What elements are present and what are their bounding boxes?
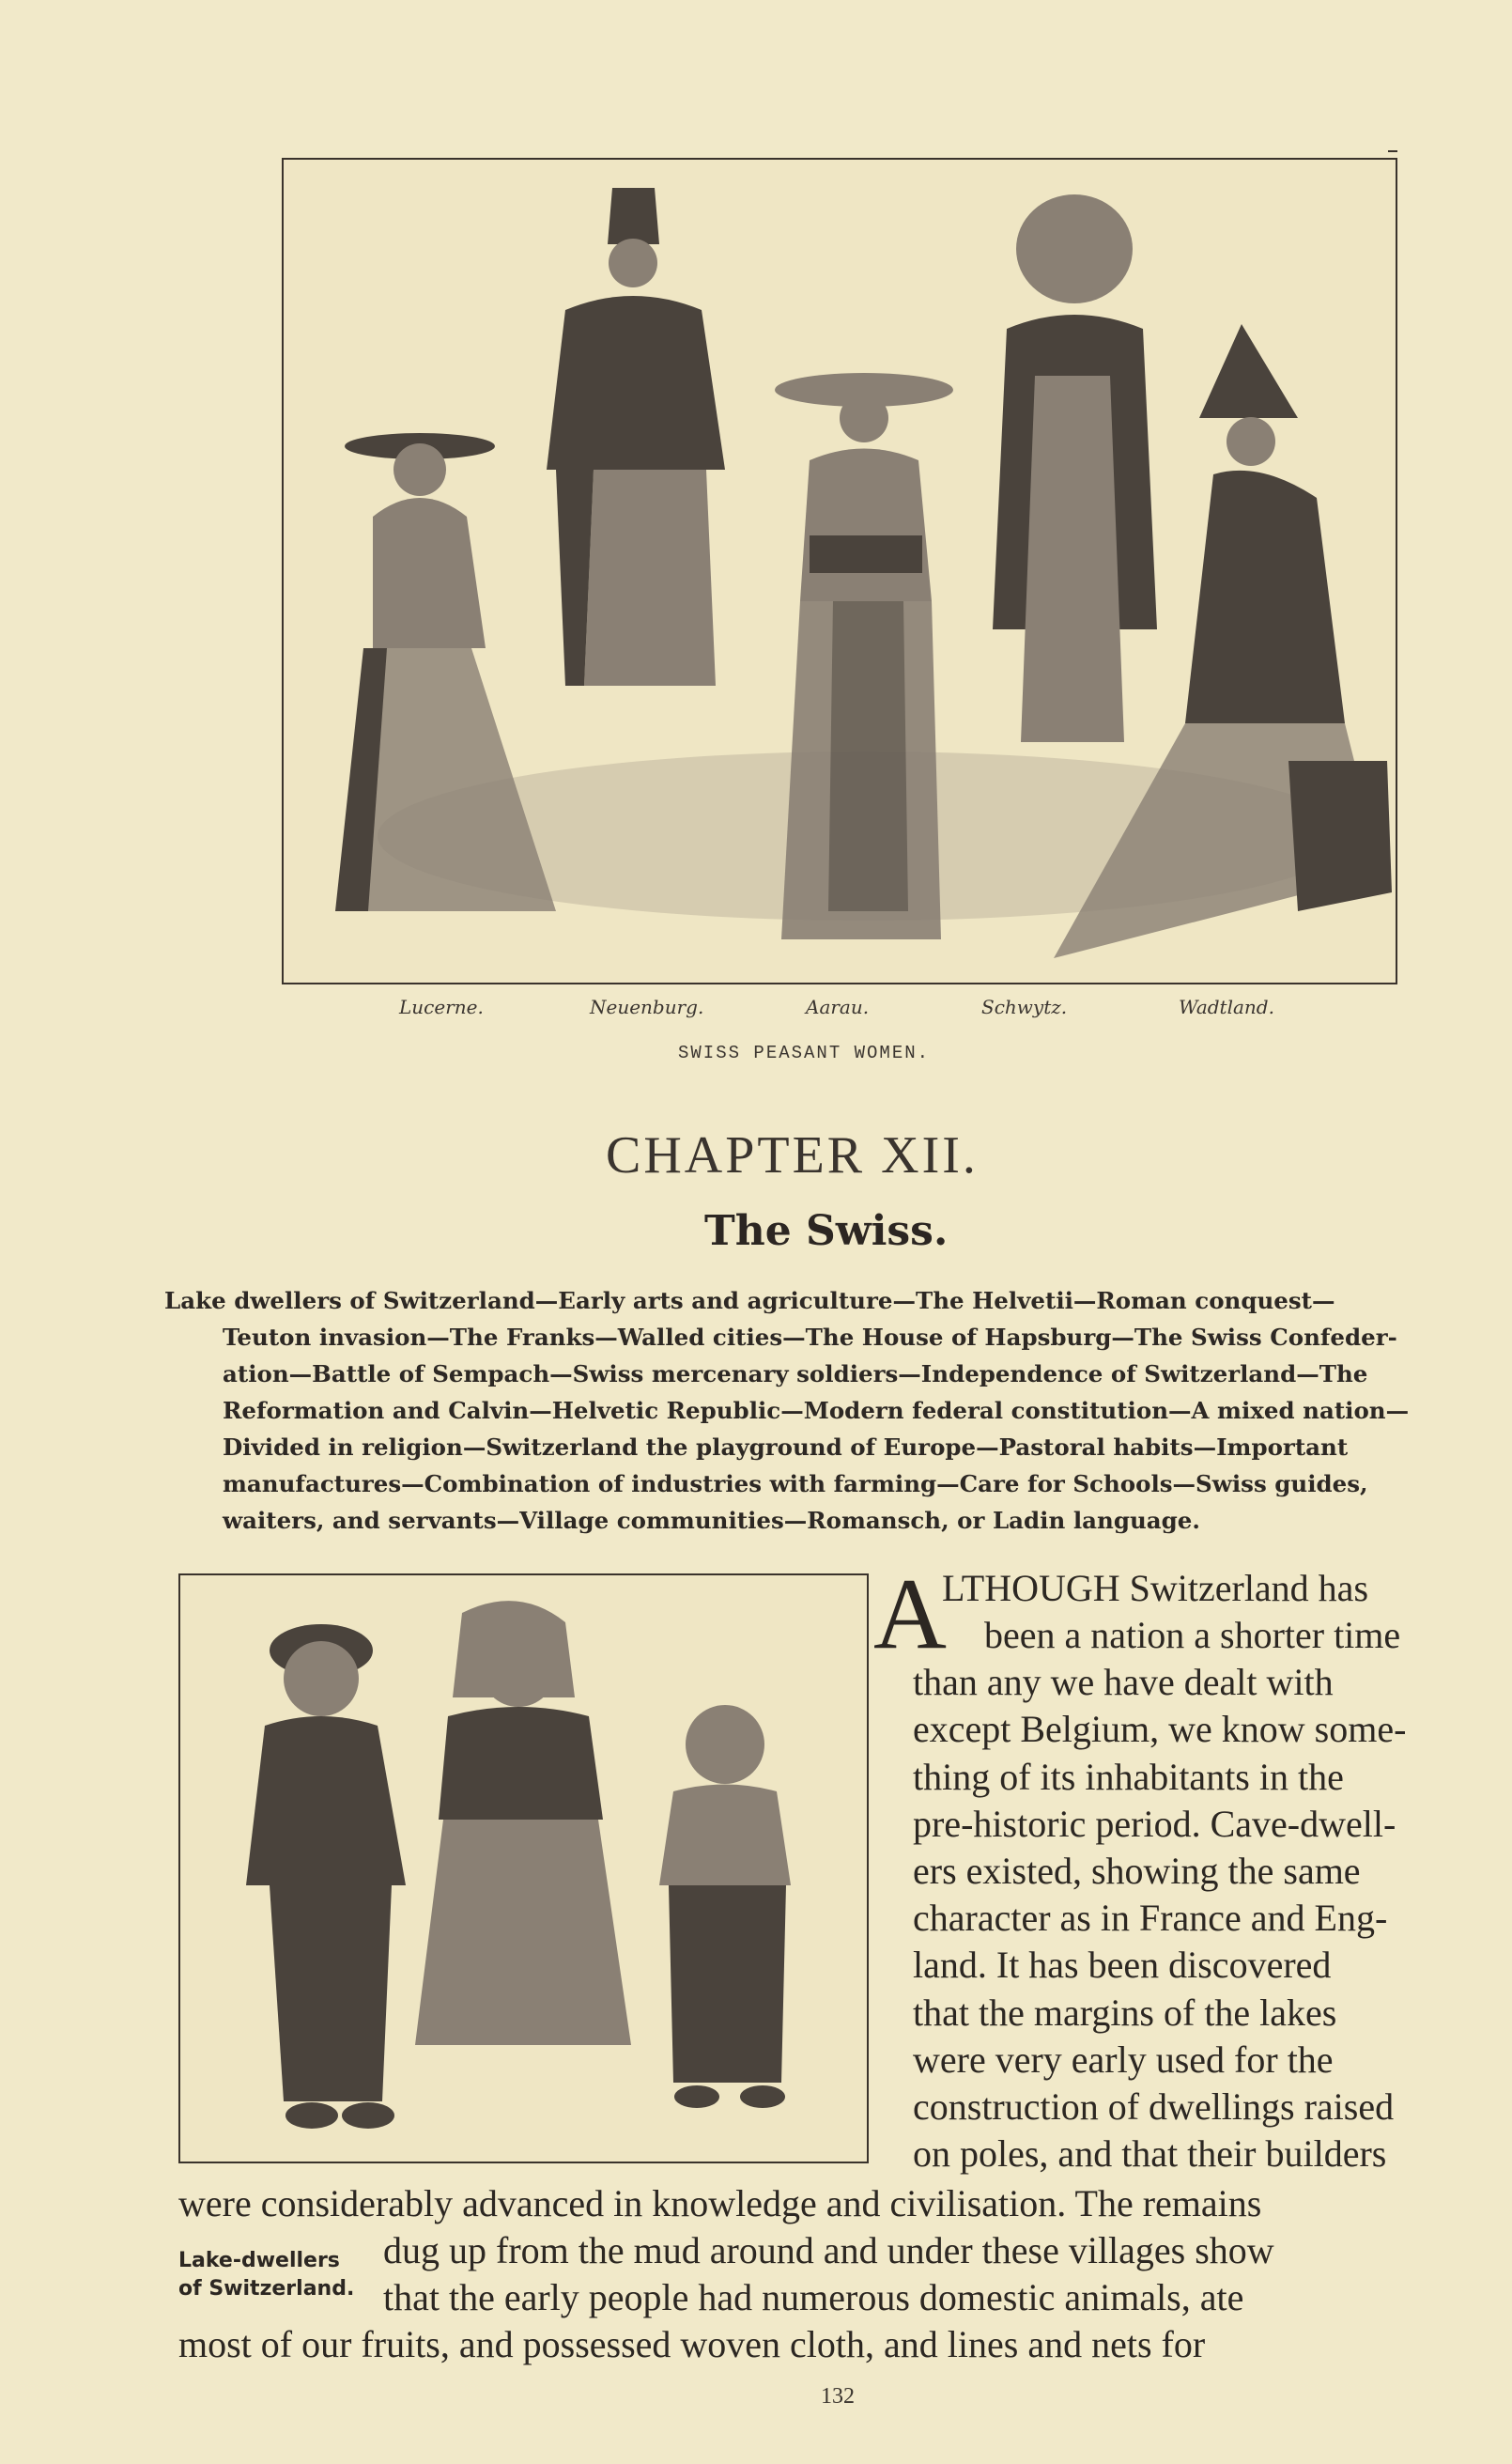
body-line-first: LTHOUGH Switzerland has bbox=[942, 1567, 1369, 1609]
children-drawing bbox=[180, 1575, 867, 2162]
body-line: land. It has been discovered bbox=[913, 1944, 1332, 1987]
figure-boy-right bbox=[659, 1705, 791, 2108]
body-line: pre-historic period. Cave-dwell- bbox=[913, 1802, 1396, 1845]
summary-line: waiters, and servants—Village communities—Romansch, or Ladin language. bbox=[223, 1507, 1200, 1534]
margin-note bbox=[178, 2247, 354, 2303]
summary-line: Teuton invasion—The Franks—Walled cities—The House of Hapsburg—The Swiss Confeder- bbox=[223, 1324, 1397, 1351]
body-line: character as in France and Eng- bbox=[913, 1897, 1388, 1940]
summary-line: ation—Battle of Sempach—Swiss mercenary soldiers—Independence of Switzerland—The bbox=[223, 1360, 1368, 1387]
figure-neuenburg bbox=[547, 188, 725, 686]
body-line: been a nation a shorter time bbox=[984, 1614, 1401, 1656]
body-line: than any we have dealt with bbox=[913, 1661, 1334, 1704]
figure-caption-title: SWISS PEASANT WOMEN. bbox=[678, 1043, 931, 1063]
label-lucerne: Lucerne. bbox=[399, 996, 484, 1018]
body-line: were very early used for the bbox=[913, 2038, 1334, 2081]
figure-aarau bbox=[775, 373, 953, 939]
body-line: construction of dwellings raised bbox=[913, 2084, 1395, 2128]
chapter-summary bbox=[164, 1282, 1507, 1539]
summary-line: Reformation and Calvin—Helvetic Republic—Modern federal constitution—A mixed nation— bbox=[223, 1397, 1410, 1424]
figure-boy-left bbox=[246, 1624, 406, 2129]
margin-note-line: Lake-dwellers bbox=[178, 2249, 340, 2272]
body-line: on poles, and that their builders bbox=[913, 2132, 1387, 2176]
top-frame-right-edge-line bbox=[1388, 150, 1397, 152]
body-line: thing of its inhabitants in the bbox=[913, 1755, 1344, 1798]
peasant-women-illustration bbox=[282, 158, 1397, 984]
figure-schwytz bbox=[993, 194, 1157, 742]
margin-note-line: of Switzerland. bbox=[178, 2277, 355, 2301]
page-number: 132 bbox=[821, 2384, 855, 2409]
label-schwytz: Schwytz. bbox=[981, 996, 1068, 1018]
body-line: except Belgium, we know some- bbox=[913, 1708, 1407, 1751]
label-wadtland: Wadtland. bbox=[1179, 996, 1274, 1018]
summary-line: manufactures—Combination of industries with farming—Care for Schools—Swiss guides, bbox=[223, 1470, 1368, 1497]
body-line: ers existed, showing the same bbox=[913, 1849, 1361, 1892]
chapter-subtitle: The Swiss. bbox=[704, 1207, 949, 1255]
label-aarau: Aarau. bbox=[806, 996, 870, 1018]
body-line: that the margins of the lakes bbox=[913, 1991, 1337, 2034]
figure-lucerne bbox=[335, 433, 556, 911]
drop-cap: A bbox=[873, 1558, 947, 1670]
peasant-women-drawing bbox=[284, 160, 1396, 983]
body-line-full: that the early people had numerous domestic animals, ate bbox=[383, 2276, 1244, 2318]
narrow-text-column bbox=[913, 1613, 1510, 2178]
summary-line: Lake dwellers of Switzerland—Early arts and agriculture—The Helvetii—Roman conquest— bbox=[164, 1287, 1335, 1314]
chapter-title: CHAPTER XII. bbox=[606, 1126, 979, 1185]
label-neuenburg: Neuenburg. bbox=[590, 996, 704, 1018]
body-line-full: most of our fruits, and possessed woven cloth, and lines and nets for bbox=[178, 2323, 1206, 2365]
children-illustration bbox=[178, 1573, 869, 2163]
body-line-full: dug up from the mud around and under these villages show bbox=[383, 2229, 1274, 2271]
figure-girl-center bbox=[415, 1601, 631, 2045]
body-line-full: were considerably advanced in knowledge and civilisation. The remains bbox=[178, 2182, 1262, 2224]
summary-line: Divided in religion—Switzerland the playground of Europe—Pastoral habits—Important bbox=[223, 1433, 1349, 1461]
